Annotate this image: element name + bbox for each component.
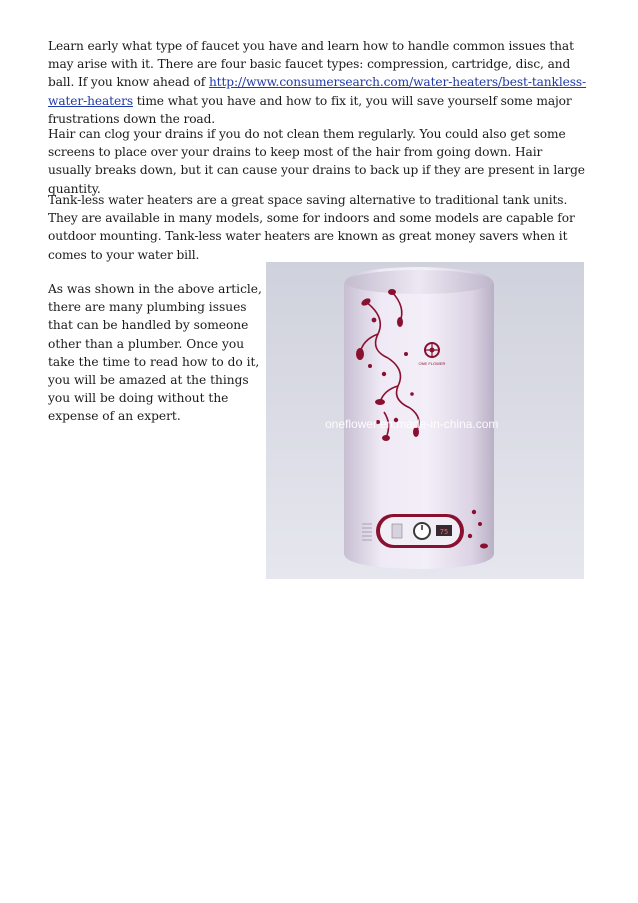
brand-name: ONE FLOWER xyxy=(418,361,446,366)
consumersearch-link[interactable]: http://www.consumersearch.com/water-heaters/best-tankless-water-heaters xyxy=(48,75,587,108)
paragraph-hair-drains: Hair can clog your drains if you do not clean them regularly. You could also get some screens to place over your drains to keep most of the hair from going down. Hair usually breaks down, but it can cause your drains to back up if they are present in large quantity. xyxy=(48,127,585,196)
paragraph-conclusion: As was shown in the above article, there are many plumbing issues that can be handled by someone other than a plumber. Once you take the time to read how to do it, you will be amazed at the things you will be doing without the expense of an expert. xyxy=(48,282,262,424)
brand-logo xyxy=(424,342,440,358)
tank-top-cap xyxy=(345,270,493,294)
temperature-display: 75 xyxy=(439,528,449,536)
paragraph-text: time what you have and how to fix it, you will save yourself some major frustrations down the road. xyxy=(48,93,572,126)
paragraph-text: Learn early what type of faucet you have and learn how to handle common issues that may arise with it. There are four basic faucet types: compression, cartridge, disc, and ball. If you know ahead of xyxy=(48,39,574,90)
watermark-text: oneflower.en.made-in-china.com xyxy=(325,417,499,431)
water-heater-photo xyxy=(266,262,584,579)
paragraph-tankless-heaters: Tank-less water heaters are a great space saving alternative to traditional tank units. They are available in many models, some for indoors and some models are capable for outdoor mounting. Tank-less water heaters are known as great money savers when it comes to your water bill. xyxy=(48,193,575,262)
control-panel xyxy=(376,514,464,548)
paragraph-faucet-types xyxy=(48,37,588,128)
